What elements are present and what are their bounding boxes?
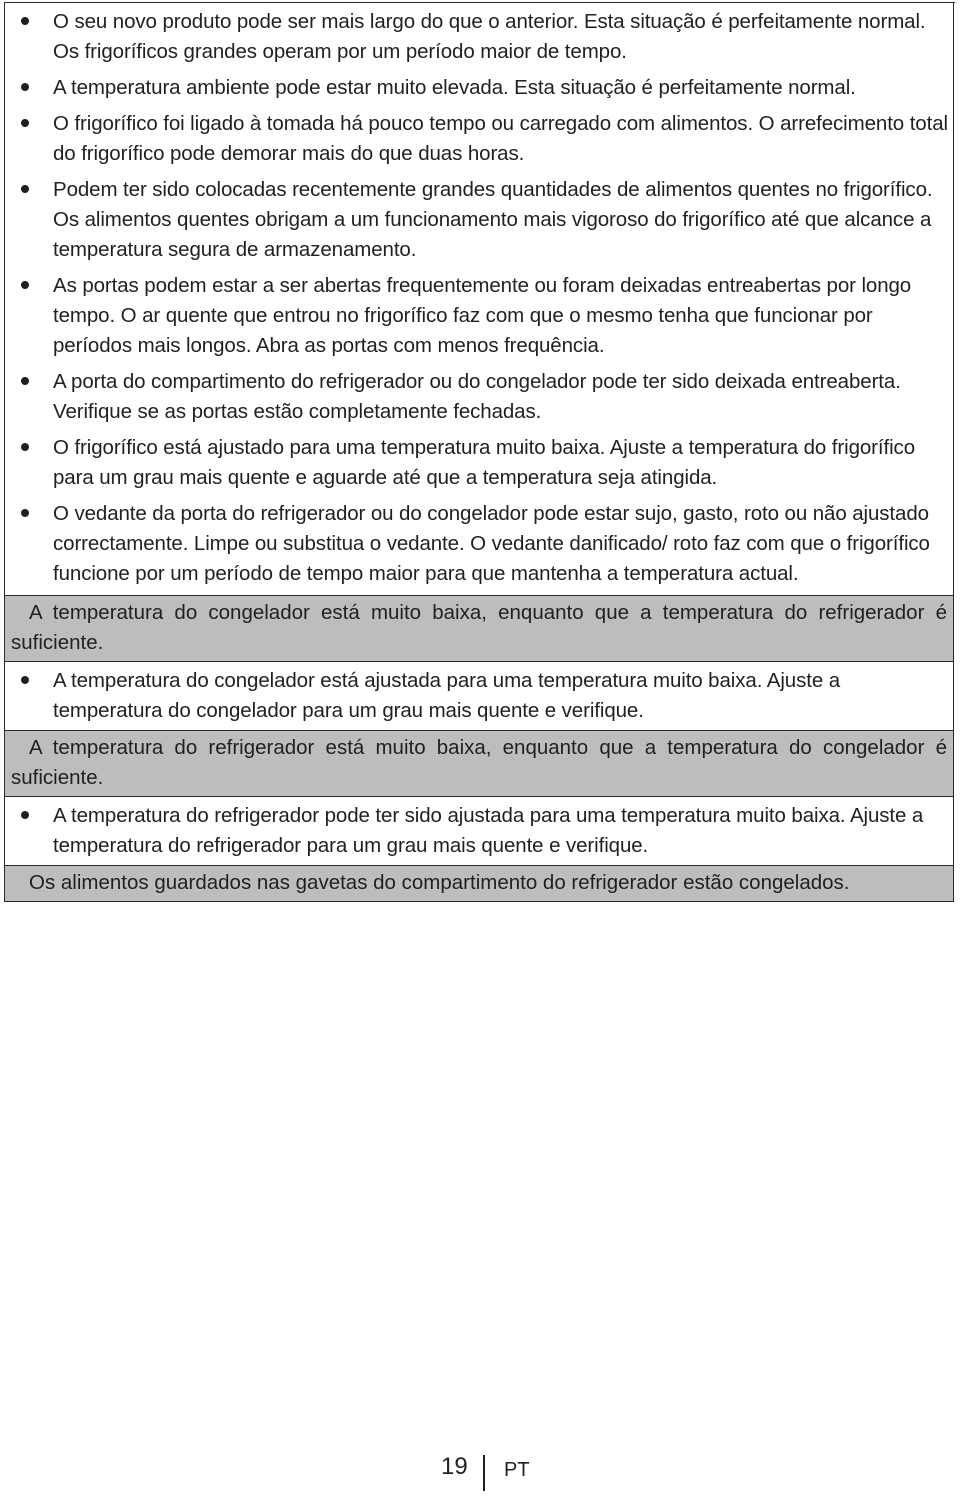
bullet-icon bbox=[21, 377, 29, 385]
bullet-icon bbox=[21, 185, 29, 193]
list-item: O frigorífico foi ligado à tomada há pouco tempo ou carregado com alimentos. O arrefecimento total do frigorífico pode demorar mais do que duas horas. bbox=[5, 109, 953, 169]
list-item: As portas podem estar a ser abertas frequentemente ou foram deixadas entreabertas por longo tempo. O ar quente que entrou no frigorífico faz com que o mesmo tenha que funcionar por períodos mais longos. Abra as portas com menos frequência. bbox=[5, 271, 953, 361]
list-item: A temperatura do congelador está ajustada para uma temperatura muito baixa. Ajuste a temperatura do congelador para um grau mais quente e verifique. bbox=[5, 666, 953, 726]
fridge-cause-list bbox=[5, 797, 953, 865]
footer-divider bbox=[483, 1455, 485, 1491]
bullet-icon bbox=[21, 83, 29, 91]
page-number: 19 bbox=[441, 1453, 468, 1480]
section-heading-drawers: Os alimentos guardados nas gavetas do compartimento do refrigerador estão congelados. bbox=[5, 865, 953, 901]
bullet-icon bbox=[21, 119, 29, 127]
section-heading-fridge: A temperatura do refrigerador está muito baixa, enquanto que a temperatura do congelador é suficiente. bbox=[5, 730, 953, 797]
bullet-icon bbox=[21, 443, 29, 451]
bullet-icon bbox=[21, 17, 29, 25]
language-code: PT bbox=[504, 1459, 530, 1481]
section-heading-freezer: A temperatura do congelador está muito baixa, enquanto que a temperatura do refrigerador é suficiente. bbox=[5, 595, 953, 662]
troubleshooting-table bbox=[4, 2, 954, 902]
list-item: O seu novo produto pode ser mais largo do que o anterior. Esta situação é perfeitamente normal. Os frigoríficos grandes operam por um período maior de tempo. bbox=[5, 7, 953, 67]
bullet-icon bbox=[21, 811, 29, 819]
bullet-icon bbox=[21, 509, 29, 517]
cause-list bbox=[5, 2, 953, 589]
list-item: Podem ter sido colocadas recentemente grandes quantidades de alimentos quentes no frigorífico. Os alimentos quentes obrigam a um funcionamento mais vigoroso do frigorífico até que alcance a temperatura segura de armazenamento. bbox=[5, 175, 953, 265]
bullet-icon bbox=[21, 281, 29, 289]
list-item: A temperatura do refrigerador pode ter sido ajustada para uma temperatura muito baixa. Ajuste a temperatura do refrigerador para um grau mais quente e verifique. bbox=[5, 801, 953, 861]
bullet-icon bbox=[21, 676, 29, 684]
freezer-cause-list bbox=[5, 662, 953, 730]
list-item: A porta do compartimento do refrigerador ou do congelador pode ter sido deixada entreaberta. Verifique se as portas estão completamente fechadas. bbox=[5, 367, 953, 427]
list-item: O frigorífico está ajustado para uma temperatura muito baixa. Ajuste a temperatura do frigorífico para um grau mais quente e aguarde até que a temperatura seja atingida. bbox=[5, 433, 953, 493]
list-item: A temperatura ambiente pode estar muito elevada. Esta situação é perfeitamente normal. bbox=[5, 73, 953, 103]
list-item: O vedante da porta do refrigerador ou do congelador pode estar sujo, gasto, roto ou não ajustado correctamente. Limpe ou substitua o vedante. O vedante danificado/ roto faz com que o frigorífico funcione por um período de tempo maior para que mantenha a temperatura actual. bbox=[5, 499, 953, 589]
